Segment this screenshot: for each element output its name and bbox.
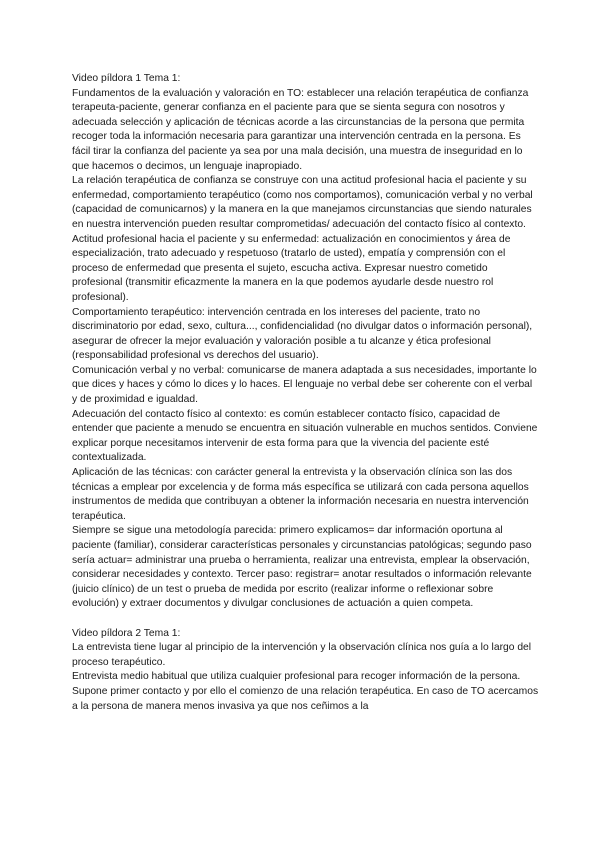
paragraph-entrevista-medio: Entrevista medio habitual que utiliza cualquier profesional para recoger información de la persona. Supone primer contacto y por ello el comienzo de una relación terapéutica. En caso de TO acercamos a la persona de manera menos invasiva ya que nos ceñimos a la xyxy=(72,671,539,712)
paragraph-fundamentos: Fundamentos de la evaluación y valoración en TO: establecer una relación terapéutica de confianza terapeuta-paciente, generar confianza en el paciente para que se sienta segura con nosotros y adecuada selección y aplicación de técnicas acorde a las circunstancias de la persona que permita recoger toda la información necesaria para garantizar una intervención centrada en la persona. Es fácil tirar la confianza del paciente ya sea por una mala decisión, una muestra de inseguridad en lo que hacemos o decimos, un lenguaje inapropiado. xyxy=(72,87,529,172)
paragraph-actitud-profesional: Actitud profesional hacia el paciente y su enfermedad: actualización en conocimientos y área de especialización, trato adecuado y respetuoso (tratarlo de usted), empatía y comprensión con el proceso de enfermedad que presenta el sujeto, escucha activa. Expresar nuestro cometido profesional (transmitir eficazmente la manera en la que podemos ayudarle desde nuestro rol profesional). xyxy=(72,233,511,303)
section-title: Video píldora 1 Tema 1: xyxy=(72,73,181,84)
section-title: Video píldora 2 Tema 1: xyxy=(72,627,181,639)
paragraph-contacto-fisico: Adecuación del contacto físico al contexto: es común establecer contacto físico, capacidad de entender que paciente a menudo se encuentra en situación vulnerable en muchos sentidos. Conviene explicar porque necesitamos intervenir de esta forma para que la vivencia del paciente esté contextualizada. xyxy=(72,408,538,464)
paragraph-metodologia: Siempre se sigue una metodología parecida: primero explicamos= dar información oportuna al paciente (familiar), considerar características personales y circunstancias patológicas; segundo paso sería actuar= administrar una prueba o herramienta, realizar una entrevista, emplear la observación, considerar necesidades y contexto. Tercer paso: registrar= anotar resultados o información relevante (juicio clínico) de un test o prueba de medida por escrito (realizar informe o reflexionar sobre evolución) y extraer documentos y divulgar conclusiones de actuación a quien competa. xyxy=(72,525,532,610)
section-video-2 xyxy=(72,627,540,715)
paragraph-comportamiento-terapeutico: Comportamiento terapéutico: intervención centrada en los intereses del paciente, trato no discriminatorio por edad, sexo, cultura..., confidencialidad (no divulgar datos o información personal), asegurar de ofrecer la mejor evaluación y valoración posible a tu alcanze y ética profesional (responsabilidad profesional vs derechos del usuario). xyxy=(72,306,533,362)
paragraph-relacion-terapeutica: La relación terapéutica de confianza se construye con una actitud profesional hacia el paciente y su enfermedad, comportamiento terapéutico (como nos comportamos), comunicación verbal y no verbal (capacidad de comunicarnos) y la manera en la que manejamos circunstancias que siendo naturales en nuestra intervención pueden resultar comprometidas/ adecuación del contacto físico al contexto. xyxy=(72,175,533,230)
section-video-1 xyxy=(72,72,540,612)
paragraph-entrevista-intro: La entrevista tiene lugar al principio de la intervención y la observación clínica nos guía a lo largo del proceso terapéutico. xyxy=(72,642,532,668)
paragraph-aplicacion-tecnicas: Aplicación de las técnicas: con carácter general la entrevista y la observación clínica son las dos técnicas a emplear por excelencia y de forma más específica se utilizará con cada persona aquellos instrumentos de medida que contribuyan a obtener la información necesaria en nuestra intervención terapéutica. xyxy=(72,467,529,522)
paragraph-comunicacion: Comunicación verbal y no verbal: comunicarse de manera adaptada a sus necesidades, importante lo que dices y haces y cómo lo dices y lo haces. El lenguaje no verbal debe ser coherente con el verbal y de proximidad e igualdad. xyxy=(72,364,537,406)
